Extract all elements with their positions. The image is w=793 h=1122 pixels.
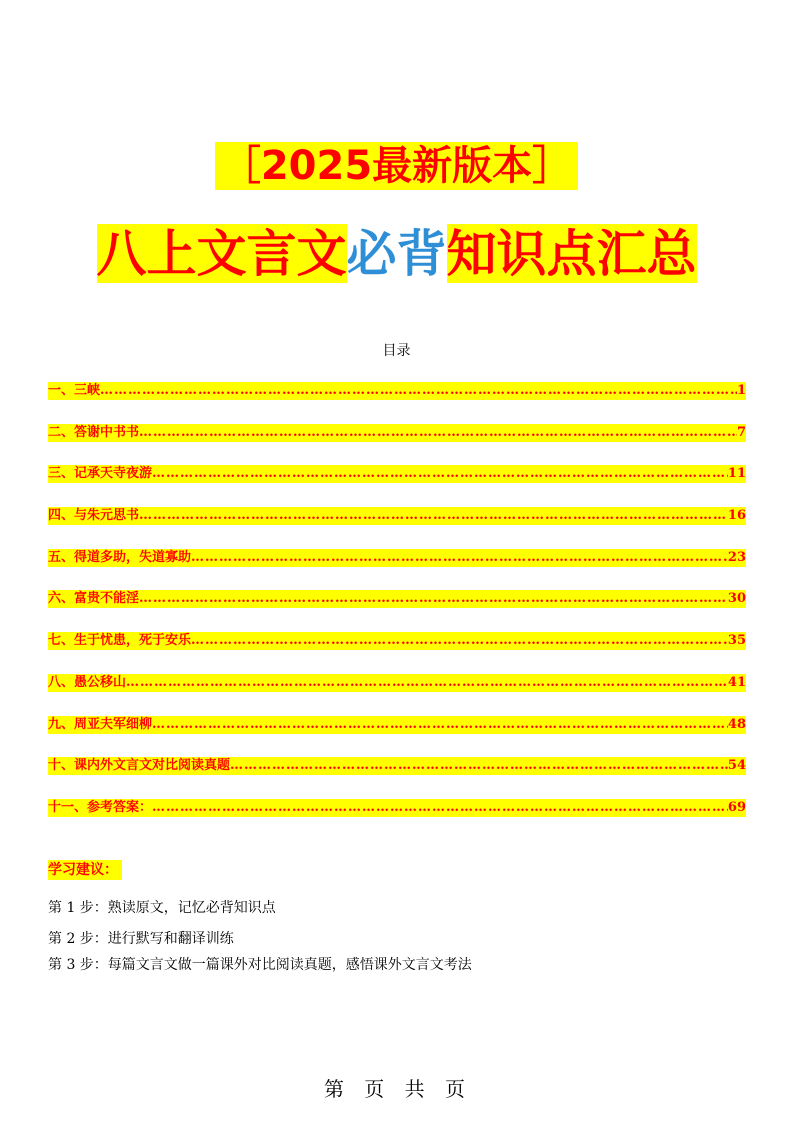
toc-item-label: 一、三峡 [48,383,101,398]
toc-item-label: 五、得道多助，失道寡助 [48,549,192,565]
toc-leader-dots [152,799,728,817]
toc-item[interactable] [48,549,746,567]
study-step-2: 第 2 步：进行默写和翻译训练 [48,931,234,947]
table-of-contents [48,382,746,841]
toc-item-label: 十一、参考答案： [48,799,153,815]
toc-leader-dots [191,632,728,650]
toc-item-page: 16 [727,508,746,524]
title-part2: 必背 [346,224,447,283]
toc-item-label: 六、富贵不能淫 [48,591,140,607]
toc-leader-dots [191,549,728,567]
toc-leader-dots [139,424,737,442]
document-title-line2 [0,226,793,282]
toc-item[interactable] [48,424,746,442]
toc-item[interactable] [48,674,746,692]
toc-item[interactable] [48,507,746,525]
toc-item-label: 十、课内外文言文对比阅读真题 [48,758,231,774]
toc-leader-dots [230,757,728,775]
toc-item[interactable] [48,590,746,608]
toc-item[interactable] [48,757,746,775]
page-footer: 第 页 共 页 [323,1077,470,1101]
study-step-3: 第 3 步：每篇文言文做一篇课外对比阅读真题，感悟课外文言文考法 [48,957,472,973]
toc-item-label: 四、与朱元思书 [48,508,140,524]
toc-leader-dots [139,590,728,608]
toc-item-page: 23 [727,549,746,565]
toc-item[interactable] [48,382,746,400]
toc-item-page: 7 [736,424,746,440]
toc-leader-dots [152,465,728,483]
toc-item-page: 35 [727,633,746,649]
title-part1: 八上文言文 [96,224,347,283]
toc-item[interactable] [48,799,746,817]
title-part3: 知识点汇总 [446,224,697,283]
toc-item-label: 二、答谢中书书 [48,424,140,440]
toc-item-page: 41 [727,674,746,690]
toc-item[interactable] [48,465,746,483]
document-title-line1 [0,142,793,190]
toc-heading: 目录 [382,343,411,359]
toc-item[interactable] [48,716,746,734]
title-version-label: ［2025最新版本］ [215,142,578,190]
toc-leader-dots [100,382,737,400]
toc-item-page: 54 [727,758,746,774]
toc-item-page: 30 [727,591,746,607]
toc-leader-dots [126,674,728,692]
toc-leader-dots [139,507,728,525]
toc-item-page: 11 [727,466,746,482]
toc-item-page: 48 [727,716,746,732]
toc-item-label: 九、周亚夫军细柳 [48,716,153,732]
toc-leader-dots [152,716,728,734]
toc-item-page: 1 [736,383,746,398]
toc-item-label: 八、愚公移山 [48,674,127,690]
toc-item-page: 69 [727,799,746,815]
toc-item[interactable] [48,632,746,650]
study-advice-title: 学习建议： [48,860,122,880]
study-step-1: 第 1 步：熟读原文，记忆必背知识点 [48,900,276,916]
toc-item-label: 三、记承天寺夜游 [48,466,153,482]
toc-item-label: 七、生于忧患，死于安乐 [48,633,192,649]
